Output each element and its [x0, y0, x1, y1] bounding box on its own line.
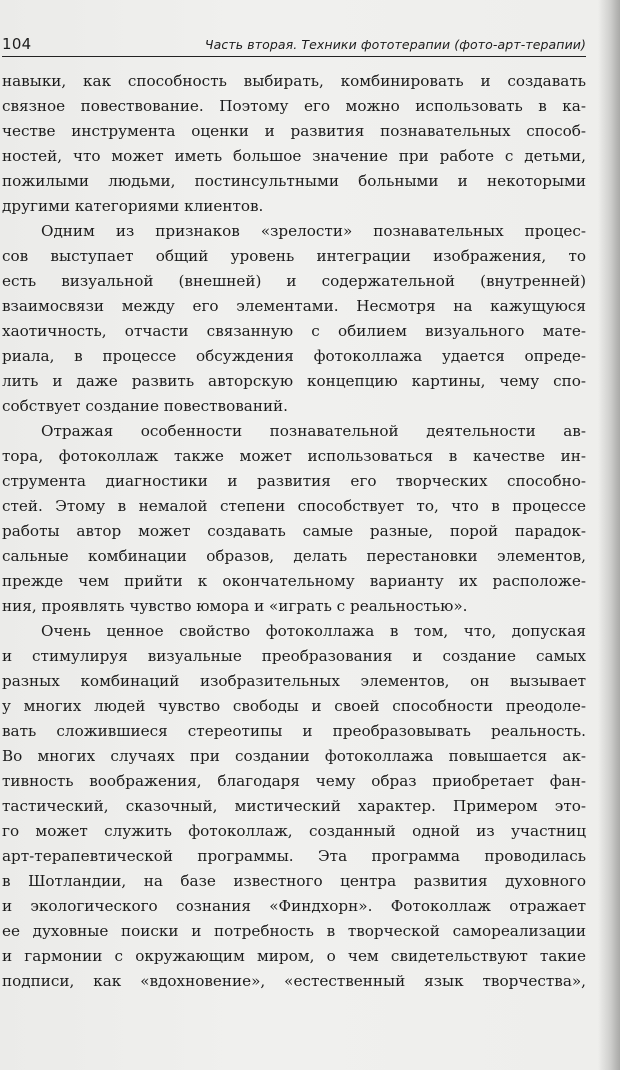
text-line: собствует создание повествований.: [2, 397, 289, 415]
text-line: разных комбинаций изобразительных элементов, он вызывает: [2, 672, 586, 690]
text-line: и гармонии с окружающим миром, о чем свидетельствуют такие: [2, 947, 586, 965]
text-line: есть визуальной (внешней) и содержательной (внутренней): [2, 272, 586, 290]
text-line: в Шотландии, на базе известного центра развития духовного: [2, 872, 586, 890]
text-line: сальные комбинации образов, делать перестановки элементов,: [2, 547, 586, 565]
paragraph-1: [2, 69, 586, 219]
text-line: тора, фотоколлаж также может использоваться в качестве ин-: [2, 447, 586, 465]
text-line: лить и даже развить авторскую концепцию картины, чему спо-: [2, 372, 586, 390]
text-line: Очень ценное свойство фотоколлажа в том, что, допуская: [41, 622, 586, 640]
text-line: го может служить фотоколлаж, созданный одной из участниц: [2, 822, 586, 840]
page-edge-shadow: [598, 0, 620, 1070]
text-line: риала, в процессе обсуждения фотоколлажа удается опреде-: [2, 347, 586, 365]
text-line: другими категориями клиентов.: [2, 197, 264, 215]
text-line: прежде чем прийти к окончательному варианту их расположе-: [2, 572, 586, 590]
text-line: связное повествование. Поэтому его можно использовать в ка-: [2, 97, 586, 115]
text-line: Одним из признаков «зрелости» познавательных процес-: [41, 222, 586, 240]
body-text: [2, 69, 586, 994]
text-line: ее духовные поиски и потребность в творческой самореализации: [2, 922, 586, 940]
running-head: Часть вторая. Техники фототерапии (фото-арт-терапии): [204, 37, 586, 52]
paragraph-2: [2, 219, 586, 419]
text-line: навыки, как способность выбирать, комбинировать и создавать: [2, 72, 586, 90]
text-line: Во многих случаях при создании фотоколлажа повышается ак-: [2, 747, 586, 765]
text-line: Отражая особенности познавательной деятельности ав-: [41, 422, 586, 440]
paragraph-3: [2, 419, 586, 619]
text-line: работы автор может создавать самые разные, порой парадок-: [2, 522, 586, 540]
text-line: у многих людей чувство свободы и своей способности преодоле-: [2, 697, 586, 715]
text-line: честве инструмента оценки и развития познавательных способ-: [2, 122, 586, 140]
text-line: подписи, как «вдохновение», «естественный язык творчества»,: [2, 972, 586, 990]
text-line: тастический, сказочный, мистический характер. Примером это-: [2, 797, 586, 815]
text-line: сов выступает общий уровень интеграции изображения, то: [2, 247, 586, 265]
paragraph-4: [2, 619, 586, 994]
text-line: стей. Этому в немалой степени способствует то, что в процессе: [2, 497, 586, 515]
text-line: арт-терапевтической программы. Эта программа проводилась: [2, 847, 586, 865]
text-line: и стимулируя визуальные преобразования и создание самых: [2, 647, 586, 665]
page-header: [2, 34, 586, 57]
text-line: и экологического сознания «Финдхорн». Фотоколлаж отражает: [2, 897, 586, 915]
page-number: 104: [2, 35, 32, 53]
text-line: тивность воображения, благодаря чему образ приобретает фан-: [2, 772, 586, 790]
text-line: пожилыми людьми, постинсультными больными и некоторыми: [2, 172, 586, 190]
text-line: струмента диагностики и развития его творческих способно-: [2, 472, 586, 490]
text-line: вать сложившиеся стереотипы и преобразовывать реальность.: [2, 722, 586, 740]
text-line: ния, проявлять чувство юмора и «играть с реальностью».: [2, 597, 468, 615]
text-line: хаотичность, отчасти связанную с обилием визуального мате-: [2, 322, 586, 340]
text-line: ностей, что может иметь большое значение при работе с детьми,: [2, 147, 586, 165]
text-line: взаимосвязи между его элементами. Несмотря на кажущуюся: [2, 297, 586, 315]
